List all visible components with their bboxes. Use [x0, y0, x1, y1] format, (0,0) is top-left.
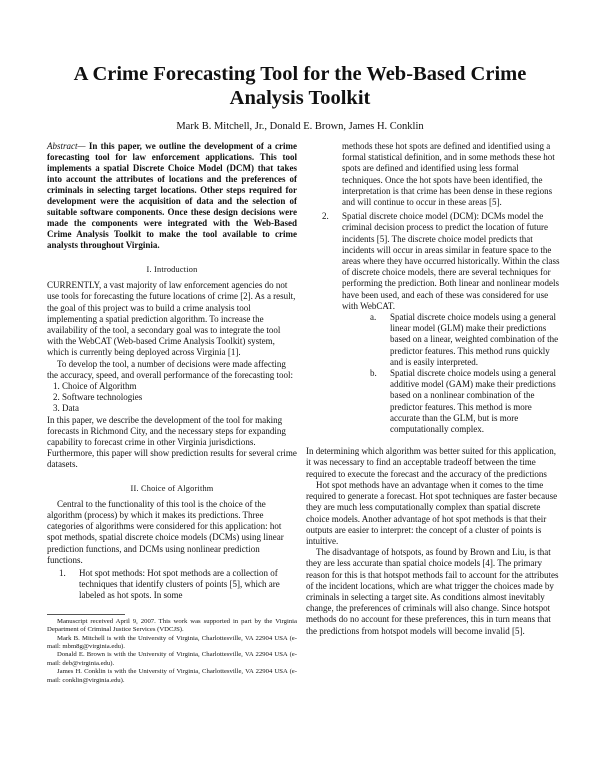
paper-title	[40, 62, 560, 110]
abstract-label: Abstract—	[47, 141, 86, 151]
abstract-text: In this paper, we outline the development of a crime forecasting tool for law enforcement applications. This tool implements a spatial Discrete Choice Model (DCM) that takes into account the attributes of locations and the preferences of criminals in selecting target locations. Other steps required for development were the acquisition of data and the selection of suitable software components. Once these design decisions were made the components were integrated with the Web-Based Crime Analysis Toolkit to make the tool available to crime analysts throughout Virginia.	[47, 141, 298, 250]
decision-list	[47, 381, 297, 415]
algorithm-paragraph-3: Hot spot methods have an advantage when it comes to the time required to generate a forecast. Hot spot techniques are faster because they are much less computationally complex than spatial discrete choice models. Another advantage of hot spot methods is that their outputs are easier to interpret: the concept of a cluster of points is intuitive.	[306, 479, 558, 546]
intro-paragraph-2: To develop the tool, a number of decisions were made affecting the accuracy, speed, and overall performance of the forecasting tool:	[47, 358, 294, 380]
algorithm-paragraph-4: The disadvantage of hotspots, as found by Brown and Liu, is that they are less accurate than spatial choice models [4]. The primary reason for this is that hotspot methods fail to account for the attributes of the incident locations, which are what trigger the choices made by criminals in selecting a target site. As conditions almost inevitably change, the preferences of criminals will also change. Since hotspot methods do no account for these preferences, this in turn means that the predictions from hotspot models will become invalid [5].	[306, 547, 559, 636]
list-item: 1. Choice of Algorithm	[53, 381, 137, 392]
list-item: 2. Software technologies	[53, 392, 143, 403]
sublist-item-gam	[306, 368, 560, 435]
footnote-rule	[47, 614, 125, 615]
left-column	[47, 141, 297, 685]
author-list: Mark B. Mitchell, Jr., Donald E. Brown, James H. Conklin	[176, 121, 424, 132]
list-item: 3. Data	[53, 403, 79, 414]
footnote-block	[47, 614, 297, 685]
item-text: Spatial discrete choice model (DCM): DCMs model the criminal decision process to predict the location of future incidents [5]. The discrete choice model predicts that incidents will occur in areas similar in feature space to the areas where they have occurred historically. Within the class of discrete choice models, there are several techniques for performing the prediction. Both linear and nonlinear models have been used, and each of these was considered for use with WebCAT.	[342, 211, 560, 311]
hot-spot-continuation: methods these hot spots are defined and identified using a formal statistical definition, and in some methods these hot spots are defined and identified using less formal techniques. Once the hot spots have been identified, the interpretation is that crime has been dense in these regions and will continue to occur in these areas [5].	[342, 141, 555, 208]
algorithm-paragraph-1: Central to the functionality of this tool is the choice of the algorithm (process) by which it makes its predictions. Three categories of algorithms were considered for this application: hot spot methods, spatial discrete choice models (DCMs) using linear prediction functions, and DCMs using nonlinear prediction functions.	[47, 498, 284, 565]
item-letter: a.	[370, 312, 377, 323]
item-number: 1.	[59, 568, 66, 579]
intro-paragraph-3: In this paper, we describe the development of the tool for making forecasts in Richmond City, and the necessary steps for expanding capability to forecast crime in other Virginia jurisdictions. Furthermore, this paper will show prediction results for several crime datasets.	[47, 414, 297, 470]
footnote-author-3: James H. Conklin is with the University of Virginia, Charlottesville, VA 22904 USA (e-mail: conklin@virginia.edu).	[47, 668, 297, 684]
title-line-2: Analysis Toolkit	[229, 87, 371, 109]
title-line-1: A Crime Forecasting Tool for the Web-Based Crime	[73, 63, 527, 85]
item-number: 2.	[322, 211, 329, 222]
sublist-item-glm	[306, 312, 560, 368]
item-text: Hot spot methods: Hot spot methods are a collection of techniques that identify clusters of points [5], which are labeled as hot spots. In some	[79, 568, 280, 601]
section-heading-introduction: I. Introduction	[146, 265, 198, 274]
list-item-dcm	[306, 211, 560, 312]
right-column	[306, 141, 560, 637]
item-letter: b.	[370, 368, 377, 379]
footnote-author-2: Donald E. Brown is with the University of Virginia, Charlottesville, VA 22904 USA (e-mail: deb@virginia.edu).	[47, 651, 297, 667]
algorithm-paragraph-2: In determining which algorithm was better suited for this application, it was necessary to find an acceptable tradeoff between the time required to execute the forecast and the accuracy of the predictions	[306, 446, 556, 479]
list-item-hot-spot	[47, 568, 297, 602]
item-text: Spatial discrete choice models using a general additive model (GAM) make their predictions based on a nonlinear combination of the predictor features. This method is more accurate than the GLM, but is more computationally complex.	[390, 368, 556, 435]
section-heading-algorithm: II. Choice of Algorithm	[130, 483, 214, 493]
intro-paragraph-1: CURRENTLY, a vast majority of law enforcement agencies do not use tools for forecasting the future locations of crime [2]. As a result, the goal of this project was to build a crime analysis tool implementing a spatial prediction algorithm. To increase the availability of the tool, a secondary goal was to integrate the tool with the WebCAT (Web-based Crime Analysis Toolkit) system, which is currently being deployed across Virginia [1].	[47, 280, 296, 358]
footnote-manuscript: Manuscript received April 9, 2007. This work was supported in part by the Virginia Department of Criminal Justice Services (VDCJS).	[47, 617, 297, 634]
abstract	[47, 141, 297, 251]
footnote-author-1: Mark B. Mitchell is with the University of Virginia, Charlottesville, VA 22904 USA (e-mail: mbm8g@virginia.edu).	[47, 634, 297, 650]
item-text: Spatial discrete choice models using a general linear model (GLM) make their predictions based on a linear, weighted combination of the predictor features. This method runs quickly and is easily interpreted.	[390, 312, 559, 367]
footnotes	[47, 618, 297, 685]
